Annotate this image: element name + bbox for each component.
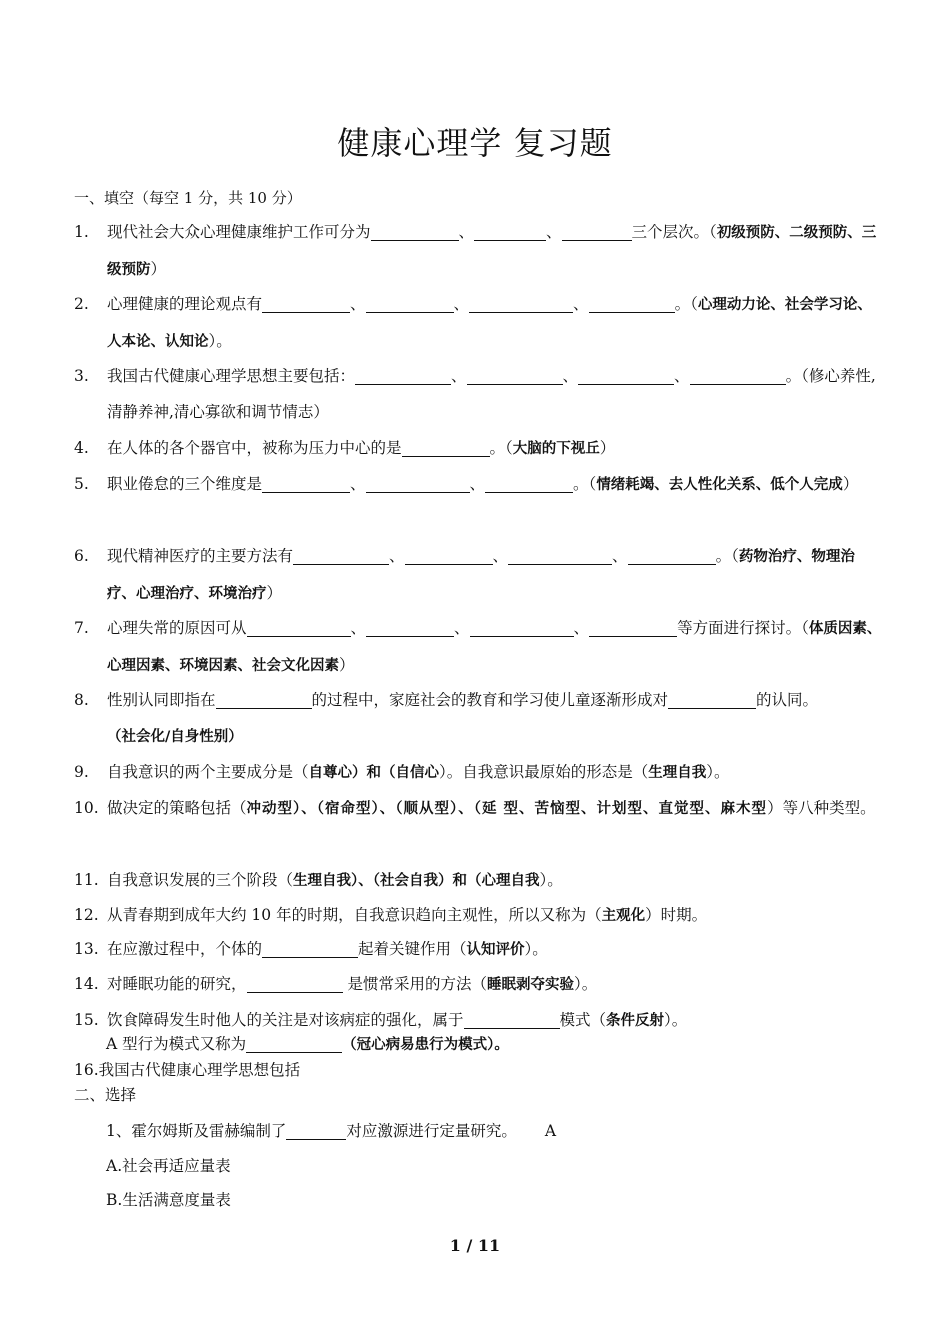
answer-blank xyxy=(366,616,454,637)
answer-blank xyxy=(262,472,350,493)
question-number: 15. xyxy=(74,1011,99,1029)
answer-blank xyxy=(508,544,612,565)
answer-text: 自尊心 xyxy=(308,765,353,781)
question-number: 8. xyxy=(74,691,89,709)
choice-option-b: B.生活满意度量表 xyxy=(106,1191,231,1209)
question-10: 10. 做决定的策略包括（冲动型）、（宿命型）、（顺从型）、（延 型、苦恼型、计划型、直觉型、麻木型）等八种类型。 xyxy=(74,790,882,827)
answer-blank xyxy=(464,1008,560,1029)
answer-text: 体质因素、心理因素、环境因素、社会文化因素 xyxy=(107,621,882,674)
question-2: 2. 心理健康的理论观点有 、 、 、 。（心理动力论、社会学习论、人本论、认知论）。 xyxy=(74,286,882,360)
question-number: 9. xyxy=(74,763,89,781)
question-number: 4. xyxy=(74,439,89,457)
answer-text: 心理动力论、社会学习论、人本论、认知论 xyxy=(107,297,872,350)
answer-blank xyxy=(216,688,312,709)
question-4: 4. 在人体的各个器官中，被称为压力中心的是 。（大脑的下视丘） xyxy=(74,430,882,467)
question-12: 12. 从青春期到成年大约 10 年的时期，自我意识趋向主观性，所以又称为（主观化）时期。 xyxy=(74,897,882,934)
question-16: 16.我国古代健康心理学思想包括 xyxy=(74,1061,301,1079)
answer-blank xyxy=(470,616,574,637)
answer-text: 生理自我）、（社会自我）和（心理自我 xyxy=(293,873,540,889)
answer-text: 条件反射 xyxy=(606,1013,665,1029)
question-14: 14. 对睡眠功能的研究， 是惯常采用的方法（睡眠剥夺实验）。 xyxy=(74,966,882,1003)
answer-blank xyxy=(355,364,451,385)
question-number: 6. xyxy=(74,547,89,565)
answer-blank xyxy=(690,364,786,385)
answer-blank xyxy=(405,544,493,565)
question-11: 11. 自我意识发展的三个阶段（生理自我）、（社会自我）和（心理自我）。 xyxy=(74,862,882,899)
question-number: 12. xyxy=(74,906,99,924)
question-number: 2. xyxy=(74,295,89,313)
question-number: 7. xyxy=(74,619,89,637)
answer-blank xyxy=(589,616,677,637)
answer-blank xyxy=(474,220,546,241)
choice-question-1: 1、霍尔姆斯及雷赫编制了 对应激源进行定量研究。 A xyxy=(106,1119,556,1141)
answer-blank xyxy=(366,472,470,493)
question-3: 3. 我国古代健康心理学思想主要包括： 、 、 、 。（修心养性,清静养神,清心寡欲和调节情志） xyxy=(74,358,882,430)
answer-text: A xyxy=(544,1122,557,1140)
answer-text: 情绪耗竭、去人性化关系、低个人完成 xyxy=(596,477,843,493)
answer-blank xyxy=(371,220,459,241)
question-number: 1. xyxy=(74,223,89,241)
answer-text: 睡眠剥夺实验 xyxy=(486,977,574,993)
answer-blank xyxy=(578,364,674,385)
answer-text: 冲动型）、（宿命型）、（顺从型）、（延 型、苦恼型、计划型、直觉型、麻木型 xyxy=(246,801,768,817)
page-title: 健康心理学 复习题 xyxy=(337,124,613,162)
question-6: 6. 现代精神医疗的主要方法有 、 、 、 。（药物治疗、物理治疗、心理治疗、环境治疗） xyxy=(74,538,882,612)
question-number: 11. xyxy=(74,871,99,889)
choice-option-a: A.社会再适应量表 xyxy=(106,1157,231,1175)
page-number: 1 / 11 xyxy=(449,1236,501,1255)
question-9: 9. 自我意识的两个主要成分是（自尊心）和（自信心）。自我意识最原始的形态是（生理自我）。 xyxy=(74,754,882,791)
question-5: 5. 职业倦怠的三个维度是 、 、 。（情绪耗竭、去人性化关系、低个人完成） xyxy=(74,466,882,503)
question-13: 13. 在应激过程中，个体的 起着关键作用（认知评价）。 xyxy=(74,931,882,968)
answer-text: 认知评价 xyxy=(466,942,525,958)
question-7: 7. 心理失常的原因可从 、 、 、 等方面进行探讨。（体质因素、心理因素、环境因素、社会文化因素） xyxy=(74,610,882,684)
question-number: 10. xyxy=(74,799,99,817)
answer-blank xyxy=(247,972,343,993)
answer-blank xyxy=(485,472,573,493)
question-number: 13. xyxy=(74,940,99,958)
answer-blank xyxy=(467,364,563,385)
answer-text: （冠心病易患行为模式）。 xyxy=(342,1037,509,1053)
answer-blank xyxy=(562,220,632,241)
question-number: 5. xyxy=(74,475,89,493)
answer-blank xyxy=(402,436,490,457)
answer-text: 自信心 xyxy=(395,765,440,781)
question-15: 15. 饮食障碍发生时他人的关注是对该病症的强化，属于 模式（条件反射）。 xyxy=(74,1002,882,1039)
answer-blank xyxy=(247,616,351,637)
section-heading-fill-in: 一、填空（每空 1 分，共 10 分） xyxy=(74,189,302,207)
question-1: 1. 现代社会大众心理健康维护工作可分为 、 、 三个层次。（初级预防、二级预防、三级预防） xyxy=(74,214,882,288)
question-number: 3. xyxy=(74,367,89,385)
answer-text: 药物治疗、物理治疗、心理治疗、环境治疗 xyxy=(107,549,855,602)
answer-text: 主观化 xyxy=(601,908,646,924)
answer-blank xyxy=(628,544,716,565)
section-heading-choice: 二、选择 xyxy=(74,1086,137,1104)
answer-blank xyxy=(366,292,454,313)
answer-blank xyxy=(293,544,389,565)
answer-blank xyxy=(286,1119,346,1140)
answer-blank xyxy=(246,1032,342,1053)
answer-text: （社会化/自身性别） xyxy=(107,729,243,745)
type-a-question: A 型行为模式又称为 （冠心病易患行为模式）。 xyxy=(106,1032,509,1054)
answer-blank xyxy=(262,292,350,313)
answer-blank xyxy=(469,292,573,313)
answer-blank xyxy=(589,292,675,313)
question-number: 14. xyxy=(74,975,99,993)
answer-blank xyxy=(668,688,756,709)
answer-text: 大脑的下视丘 xyxy=(512,441,600,457)
answer-text: 初级预防、二级预防、三级预防 xyxy=(107,225,877,278)
question-8: 8. 性别认同即指在 的过程中，家庭社会的教育和学习使儿童逐渐形成对 的认同。 （社会化/自身性别） xyxy=(74,682,882,755)
answer-blank xyxy=(262,937,358,958)
answer-text: 生理自我 xyxy=(648,765,707,781)
